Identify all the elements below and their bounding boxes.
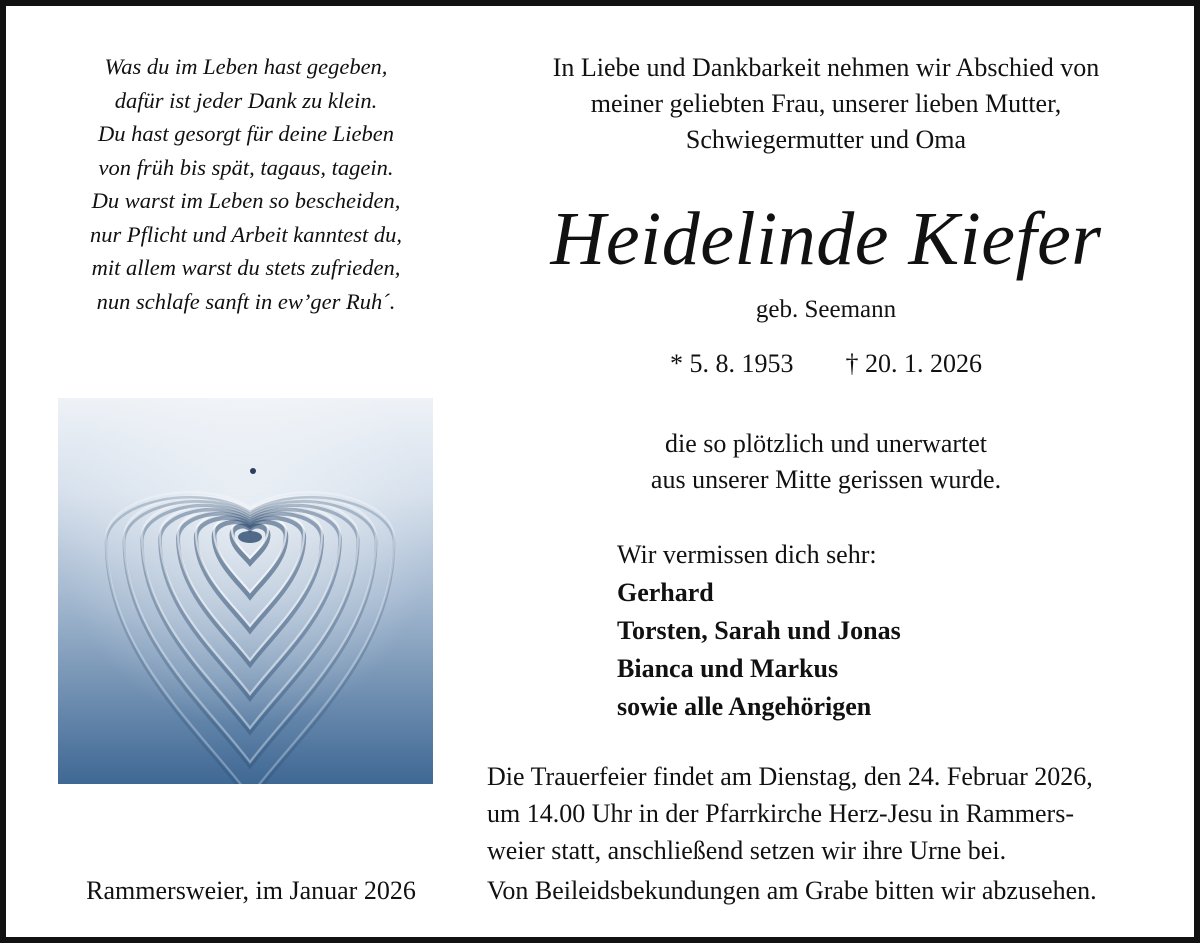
service-line: Die Trauerfeier findet am Dienstag, den 24. Februar 2026, (487, 762, 1093, 791)
mourner-name: Bianca und Markus (617, 654, 839, 683)
mourner-name: Torsten, Sarah und Jonas (617, 616, 901, 645)
intro-text (476, 50, 1176, 158)
intro-line: Schwiegermutter und Oma (685, 125, 967, 154)
mourner-name: Gerhard (617, 578, 714, 607)
funeral-service-info (487, 758, 1187, 869)
poem-line: nun schlafe sanft in ew’ger Ruh´. (96, 288, 396, 314)
condolence-note: Von Beileidsbekundungen am Grabe bitten wir abzusehen. (487, 876, 1097, 905)
sudden-line: aus unserer Mitte gerissen wurde. (650, 465, 1002, 494)
maiden-name: geb. Seemann (755, 296, 897, 323)
poem-line: Was du im Leben hast gegeben, (104, 54, 388, 79)
death-date: † 20. 1. 2026 (845, 349, 982, 378)
sudden-line: die so plötzlich und unerwartet (664, 429, 988, 458)
water-drop (250, 468, 256, 474)
intro-line: In Liebe und Dankbarkeit nehmen wir Abschied von (552, 53, 1100, 82)
mourner-name: sowie alle Angehörigen (617, 692, 872, 721)
intro-line: meiner geliebten Frau, unserer lieben Mutter, (590, 89, 1062, 118)
service-line: weier statt, anschließend setzen wir ihre Urne bei. (487, 836, 1007, 865)
poem-line: Du hast gesorgt für deine Lieben (97, 121, 394, 146)
service-line: um 14.00 Uhr in der Pfarrkirche Herz-Jesu in Rammers- (487, 799, 1074, 828)
sudden-death-text (476, 426, 1176, 498)
poem-line: Du warst im Leben so bescheiden, (91, 188, 401, 213)
water-heart-ripple-icon (58, 398, 433, 784)
mourners-block (617, 536, 1137, 726)
deceased-name: Heidelinde Kiefer (550, 197, 1102, 281)
poem-line: nur Pflicht und Arbeit kanntest du, (89, 221, 403, 247)
ripple-center (238, 531, 262, 543)
poem-line: dafür ist jeder Dank zu klein. (114, 87, 378, 113)
poem (46, 50, 446, 318)
place-and-date: Rammersweier, im Januar 2026 (86, 876, 416, 905)
birth-date: * 5. 8. 1953 (670, 349, 794, 378)
poem-line: mit allem warst du stets zufrieden, (91, 255, 401, 280)
poem-line: von früh bis spät, tagaus, tagein. (98, 154, 394, 180)
life-dates (476, 347, 1176, 381)
mourners-heading: Wir vermissen dich sehr: (617, 540, 877, 569)
